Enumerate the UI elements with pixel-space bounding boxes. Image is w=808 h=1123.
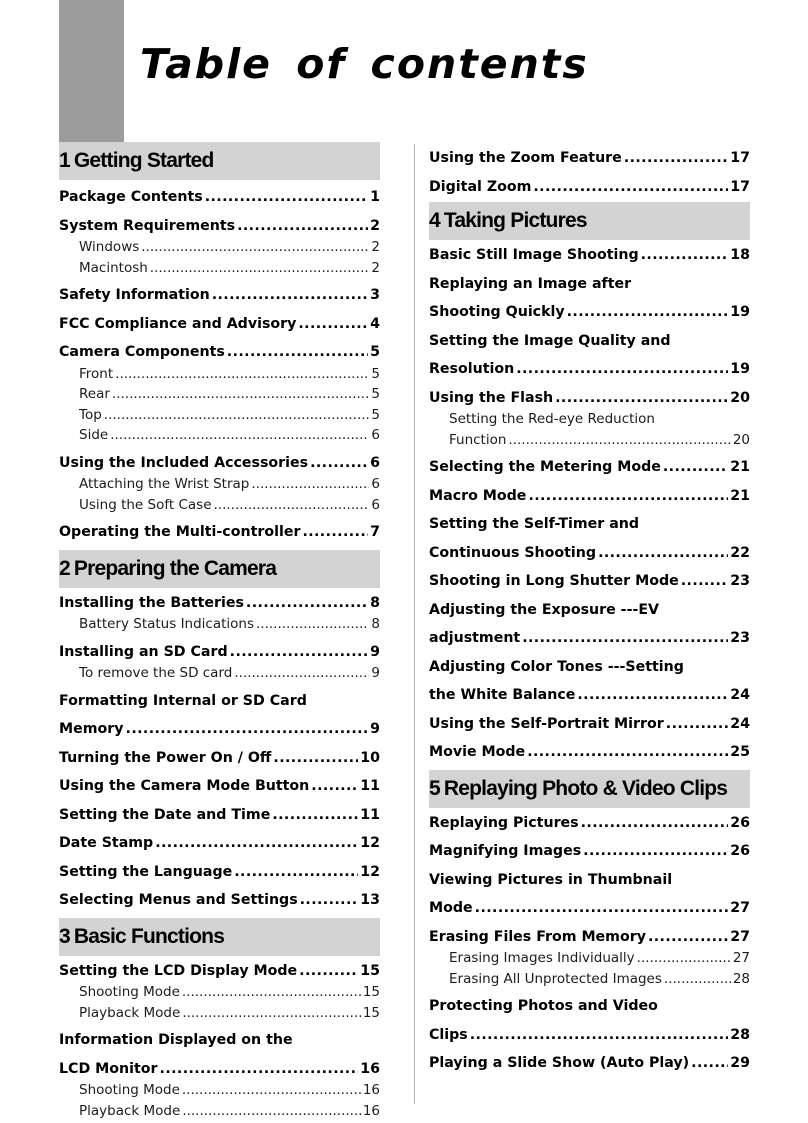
chapter-tab-decoration [59, 0, 124, 142]
toc-entry-zoom-feature[interactable]: Using the Zoom Feature ..... 17 [429, 143, 750, 172]
toc-subentry-battery-status[interactable]: Battery Status Indications ..... 8 [59, 616, 380, 637]
toc-entry-camera-components[interactable]: Camera Components ..... 5 [59, 337, 380, 366]
toc-entry-language[interactable]: Setting the Language ..... 12 [59, 857, 380, 886]
toc-entry-quality-resolution-line1[interactable]: Setting the Image Quality and [429, 332, 671, 349]
toc-entry-erasing-files[interactable]: Erasing Files From Memory ..... 27 [429, 922, 750, 951]
section-heading-getting-started: 1 Getting Started [59, 142, 380, 180]
toc-entry-formatting-memory[interactable]: Memory ..... 9 [59, 714, 380, 743]
section-heading-replaying: 5 Replaying Photo & Video Clips [429, 770, 750, 808]
toc-entry-self-timer[interactable]: Continuous Shooting ..... 22 [429, 538, 750, 567]
toc-entry-lcd-display-mode[interactable]: Setting the LCD Display Mode ..... 15 [59, 956, 380, 985]
toc-entry-protecting-line1[interactable]: Protecting Photos and Video [429, 998, 658, 1014]
toc-subentry-wrist-strap[interactable]: Attaching the Wrist Strap ..... 6 [59, 476, 380, 497]
toc-entry-digital-zoom[interactable]: Digital Zoom ..... 17 [429, 172, 750, 201]
toc-entry-date-time[interactable]: Setting the Date and Time ..... 11 [59, 800, 380, 829]
column-divider [414, 144, 415, 1104]
toc-entry-exposure-line1[interactable]: Adjusting the Exposure ---EV [429, 601, 660, 618]
toc-entry-fcc-compliance[interactable]: FCC Compliance and Advisory ..... 4 [59, 309, 380, 338]
toc-entry-movie-mode[interactable]: Movie Mode ..... 25 [429, 737, 750, 766]
toc-entry-installing-batteries[interactable]: Installing the Batteries ..... 8 [59, 588, 380, 617]
toc-entry-system-requirements[interactable]: System Requirements ..... 2 [59, 211, 380, 240]
toc-entry-replaying-quickly[interactable]: Shooting Quickly ..... 19 [429, 297, 750, 326]
toc-subentry-top[interactable]: Top ..... 5 [59, 407, 380, 428]
toc-subentry-soft-case[interactable]: Using the Soft Case ..... 6 [59, 497, 380, 518]
toc-subentry-rear[interactable]: Rear ..... 5 [59, 386, 380, 407]
toc-subentry-red-eye-line1[interactable]: Setting the Red-eye Reduction [449, 411, 655, 427]
toc-subentry-playback-mode[interactable]: Playback Mode ..... 16 [59, 1103, 380, 1123]
toc-entry-camera-mode-button[interactable]: Using the Camera Mode Button ..... 11 [59, 771, 380, 800]
toc-entry-slide-show[interactable]: Playing a Slide Show (Auto Play) ..... 29 [429, 1048, 750, 1077]
toc-entry-protecting[interactable]: Clips ..... 28 [429, 1020, 750, 1049]
toc-entry-package-contents[interactable]: Package Contents ..... 1 [59, 182, 380, 211]
toc-subentry-red-eye[interactable]: Function ..... 20 [429, 432, 750, 453]
toc-subentry-side[interactable]: Side ..... 6 [59, 427, 380, 448]
toc-entry-included-accessories[interactable]: Using the Included Accessories ..... 6 [59, 448, 380, 477]
toc-entry-thumbnail-line1[interactable]: Viewing Pictures in Thumbnail [429, 871, 673, 888]
toc-entry-date-stamp[interactable]: Date Stamp ..... 12 [59, 828, 380, 857]
toc-subentry-macintosh[interactable]: Macintosh ..... 2 [59, 260, 380, 281]
toc-entry-magnifying[interactable]: Magnifying Images ..... 26 [429, 836, 750, 865]
toc-subentry-shooting-mode[interactable]: Shooting Mode ..... 15 [59, 984, 380, 1005]
toc-entry-metering-mode[interactable]: Selecting the Metering Mode ..... 21 [429, 452, 750, 481]
toc-subentry-shooting-mode[interactable]: Shooting Mode ..... 16 [59, 1082, 380, 1103]
toc-entry-long-shutter[interactable]: Shooting in Long Shutter Mode ..... 23 [429, 566, 750, 595]
section-heading-taking-pictures: 4 Taking Pictures [429, 202, 750, 240]
toc-entry-formatting-memory-line1[interactable]: Formatting Internal or SD Card [59, 692, 307, 709]
toc-entry-safety-information[interactable]: Safety Information ..... 3 [59, 280, 380, 309]
page-title: Table of contents [140, 40, 589, 88]
toc-entry-info-lcd[interactable]: LCD Monitor ..... 16 [59, 1054, 380, 1083]
section-heading-basic-functions: 3 Basic Functions [59, 918, 380, 956]
toc-entry-macro-mode[interactable]: Macro Mode ..... 21 [429, 481, 750, 510]
toc-entry-power-on-off[interactable]: Turning the Power On / Off ..... 10 [59, 743, 380, 772]
section-heading-preparing-camera: 2 Preparing the Camera [59, 550, 380, 588]
toc-entry-thumbnail[interactable]: Mode ..... 27 [429, 893, 750, 922]
toc-entry-color-tones-line1[interactable]: Adjusting Color Tones ---Setting [429, 658, 684, 675]
toc-entry-menus-settings[interactable]: Selecting Menus and Settings ..... 13 [59, 885, 380, 914]
toc-entry-using-flash[interactable]: Using the Flash ..... 20 [429, 383, 750, 412]
toc-entry-replaying-pictures[interactable]: Replaying Pictures ..... 26 [429, 808, 750, 837]
toc-subentry-remove-sd[interactable]: To remove the SD card ..... 9 [59, 665, 380, 686]
toc-entry-quality-resolution[interactable]: Resolution ..... 19 [429, 354, 750, 383]
toc-entry-replaying-quickly-line1[interactable]: Replaying an Image after [429, 275, 632, 292]
toc-entry-installing-sd[interactable]: Installing an SD Card ..... 9 [59, 637, 380, 666]
toc-entry-self-portrait[interactable]: Using the Self-Portrait Mirror ..... 24 [429, 709, 750, 738]
toc-right-column [429, 143, 750, 1077]
toc-entry-info-lcd-line1[interactable]: Information Displayed on the [59, 1032, 293, 1048]
toc-entry-multi-controller[interactable]: Operating the Multi-controller ..... 7 [59, 517, 380, 546]
toc-entry-self-timer-line1[interactable]: Setting the Self-Timer and [429, 516, 640, 532]
toc-entry-exposure[interactable]: adjustment ..... 23 [429, 623, 750, 652]
toc-entry-basic-still[interactable]: Basic Still Image Shooting ..... 18 [429, 240, 750, 269]
toc-subentry-playback-mode[interactable]: Playback Mode ..... 15 [59, 1005, 380, 1026]
toc-left-column [59, 142, 380, 1123]
toc-subentry-erasing-unprotected[interactable]: Erasing All Unprotected Images ..... 28 [429, 971, 750, 992]
toc-subentry-front[interactable]: Front ..... 5 [59, 366, 380, 387]
toc-entry-color-tones[interactable]: the White Balance ..... 24 [429, 680, 750, 709]
toc-subentry-windows[interactable]: Windows ..... 2 [59, 239, 380, 260]
toc-subentry-erasing-individually[interactable]: Erasing Images Individually ..... 27 [429, 950, 750, 971]
